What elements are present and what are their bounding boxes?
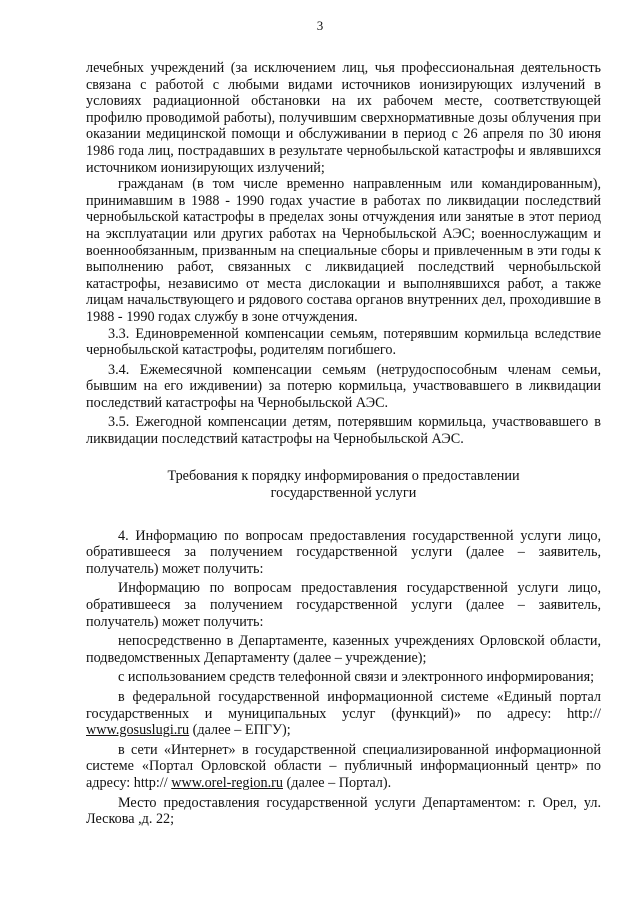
paragraph-department: непосредственно в Департаменте, казенных учреждениях Орловской области, подведомственных Департаменту (далее – учреждение); [86, 633, 601, 666]
paragraph-4-repeat: Информацию по вопросам предоставления государственной услуги лицо, обратившееся за получением государственной услуги (далее – заявитель, получатель) может получить: [86, 580, 601, 630]
section-heading [86, 468, 601, 502]
document-body [86, 60, 601, 828]
epgu-text: в федеральной государственной информационной системе «Единый портал государственных и муниципальных услуг (функций)» по адресу: http:// [86, 689, 601, 722]
paragraph-3-4: 3.4. Ежемесячной компенсации семьям (нетрудоспособным членам семьи, бывшим на его иждивении) за потерю кормильца, участвовавшего в ликвидации последствий катастрофы на Чернобыльской АЭС. [86, 361, 601, 411]
paragraph-liquidators: гражданам (в том числе временно направленным или командированным), принимавшим в 1988 - 1990 годах участие в работах по ликвидации последствий чернобыльской катастрофы в пределах зоны отчуждения или занятые в этот период на эксплуатации или других работах на Чернобыльской АЭС; военнослужащим и военнообязанным, призванным на специальные сборы и привлеченным в эти годы к выполнению работ, связанных с ликвидацией последствий чернобыльской катастрофы, независимо от места дислокации и выполнявшихся работ, а также лицам начальствующего и рядового состава органов внутренних дел, проходившие в 1988 - 1990 годах службу в зоне отчуждения. [86, 176, 601, 325]
paragraph-epgu [86, 689, 601, 739]
paragraph-portal [86, 742, 601, 792]
paragraph-4: 4. Информацию по вопросам предоставления государственной услуги лицо, обратившееся за получением государственной услуги (далее – заявитель, получатель) может получить: [86, 527, 601, 577]
paragraph-place: Место предоставления государственной услуги Департаментом: г. Орел, ул. Лескова ,д. 22; [86, 794, 601, 828]
portal-text: в сети «Интернет» в государственной специализированной информационной системе «Портал Орловской области – публичный информационный центр» по адресу: http:// [86, 741, 601, 791]
gosuslugi-link[interactable]: www.gosuslugi.ru [86, 722, 190, 739]
orel-region-link[interactable]: www.orel-region.ru [171, 774, 283, 791]
paragraph-3-3: 3.3. Единовременной компенсации семьям, потерявшим кормильца вследствие чернобыльской катастрофы, родителям погибшего. [86, 325, 601, 359]
portal-tail: (далее – Портал). [282, 774, 392, 791]
paragraph-phone: с использованием средств телефонной связи и электронного информирования; [118, 669, 595, 686]
section-heading-line-2: государственной услуги [270, 484, 417, 501]
section-heading-line-1: Требования к порядку информирования о предоставлении [167, 467, 520, 484]
paragraph-3-5: 3.5. Ежегодной компенсации детям, потерявшим кормильца, участвовавшего в ликвидации последствий катастрофы на Чернобыльской АЭС. [86, 414, 601, 448]
epgu-tail: (далее – ЕПГУ); [189, 722, 291, 739]
paragraph-medical-staff: лечебных учреждений (за исключением лиц, чья профессиональная деятельность связана с работой с любыми видами источников ионизирующих излучений в условиях радиационной обстановки на их рабочем месте, соответствующей профилю проводимой работы), получившим сверхнормативные дозы облучения при оказании медицинской помощи и обслуживании в период с 26 апреля по 30 июня 1986 года лиц, пострадавших в результате чернобыльской катастрофы и являвшихся источником ионизирующих излучений; [86, 60, 601, 176]
page-number: 3 [316, 18, 324, 33]
